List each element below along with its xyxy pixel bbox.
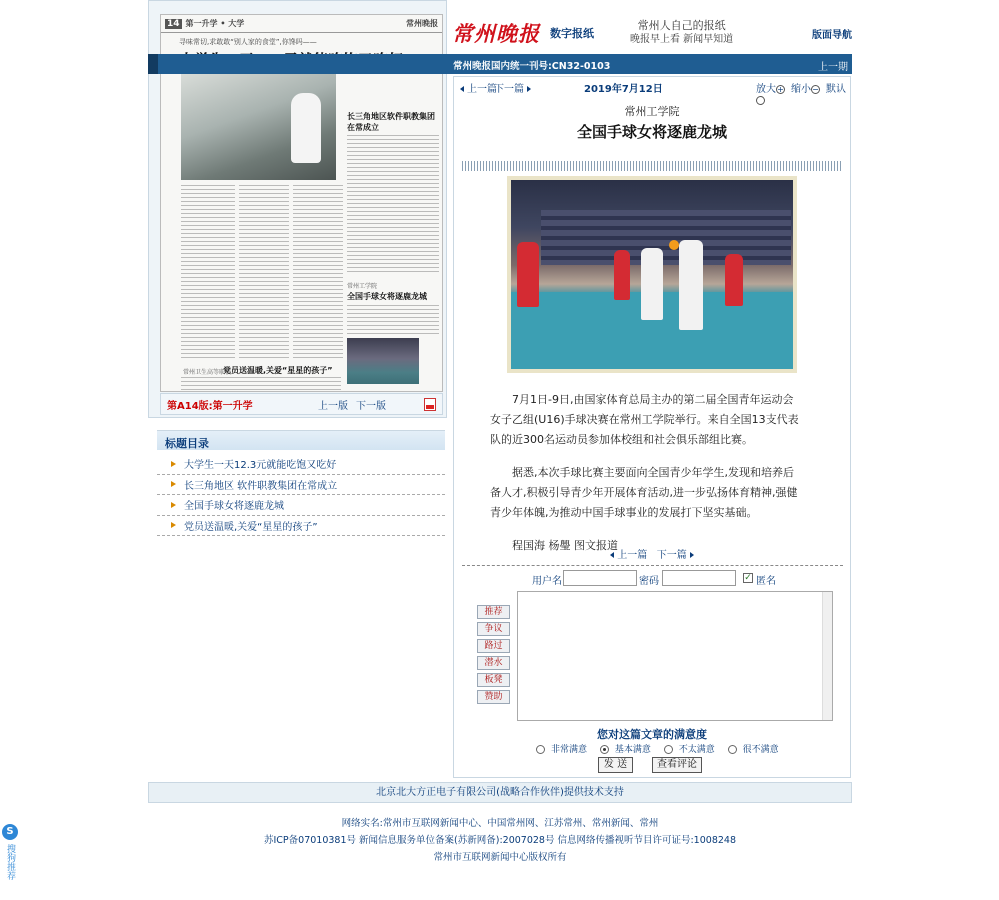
arrow-right-icon <box>171 461 176 467</box>
option-label: 不太满意 <box>678 745 715 755</box>
dispute-button[interactable]: 争议 <box>477 622 510 636</box>
option-very-satisfied[interactable] <box>536 742 587 755</box>
password-label: 密码 <box>639 576 659 587</box>
page-number: 14 <box>167 18 180 29</box>
page-navigation <box>160 393 443 415</box>
player-white <box>641 248 663 320</box>
page-section: 第一升学 • 大学 <box>185 19 245 28</box>
pass-by-button[interactable]: 路过 <box>477 639 510 653</box>
toc-list <box>157 454 445 536</box>
zoom-out-link[interactable]: 缩小 <box>791 84 811 95</box>
player-red <box>614 250 630 300</box>
article-pager <box>453 546 851 561</box>
lurk-button[interactable]: 潜水 <box>477 656 510 670</box>
sponsor-button[interactable]: 赞助 <box>477 690 510 704</box>
divider <box>462 565 843 566</box>
option-basically-satisfied[interactable] <box>600 742 651 755</box>
thumb-sub-title[interactable]: 全国手球女将逐鹿龙城 <box>347 292 427 301</box>
thumb-sub-kicker: 常州工学院 <box>347 283 378 290</box>
article-photo <box>507 176 797 373</box>
toc-item[interactable] <box>157 516 445 537</box>
thumb-text-column <box>347 135 439 275</box>
prev-article-link[interactable] <box>460 80 497 95</box>
reaction-buttons <box>477 605 511 707</box>
article-byline: 程国海 杨璺 图文报道 <box>512 539 618 552</box>
layout-nav-link[interactable]: 版面导航 <box>812 29 852 41</box>
thumb-text-column <box>181 185 235 360</box>
toc-item[interactable] <box>157 495 445 516</box>
option-not-satisfied[interactable] <box>664 742 715 755</box>
handball <box>669 240 679 250</box>
prev-issue-link[interactable]: 上一期 <box>818 62 848 73</box>
issue-date: 2019年7月12日 <box>584 84 663 95</box>
pager-prev-link[interactable] <box>610 550 647 561</box>
radio-icon[interactable] <box>728 745 737 754</box>
thumb-text-column <box>181 377 341 391</box>
issue-number: 常州晚报国内统一刊号:CN32-0103 <box>453 61 611 72</box>
footer-line: 网络实名:常州市互联网新闻中心、中国常州网、江苏常州、常州新闻、常州 <box>341 818 659 829</box>
player-red <box>725 254 743 306</box>
prev-page-link[interactable]: 上一版 <box>318 400 348 412</box>
edition-label[interactable]: 第A14版:第一升学 <box>167 400 253 412</box>
prev-article-label: 上一篇 <box>467 84 497 95</box>
thumb-kicker: 寻味常切,求敢敢“别人家的食堂”,你馋吗—— <box>179 38 317 46</box>
toc-item-label: 全国手球女将逐鹿龙城 <box>184 501 284 513</box>
digital-edition-label: 数字报纸 <box>550 27 594 40</box>
toc-item[interactable] <box>157 454 445 475</box>
slogan-line-1: 常州人自己的报纸 <box>637 19 726 32</box>
article-kicker: 常州工学院 <box>624 105 680 118</box>
pager-next-label: 下一篇 <box>656 550 687 561</box>
footer-line: 常州市互联网新闻中心版权所有 <box>433 852 567 863</box>
slogan-line-2: 晚报早上看 新闻早知道 <box>630 34 734 45</box>
toc-item-label: 长三角地区 软件职教集团在常成立 <box>184 480 338 492</box>
triangle-right-icon <box>690 552 694 558</box>
option-very-unsatisfied[interactable] <box>728 742 779 755</box>
article-toolbar <box>460 80 846 94</box>
article-paragraph: 据悉,本次手球比赛主要面向全国青少年学生,发现和培养后备人才,积极引导青少年开展体育活动,进一步弘扬体育精神,强健青少年体魄,为推动中国手球事业的发展打下坚实基础。 <box>490 466 798 519</box>
comment-scrollbar[interactable] <box>822 592 832 720</box>
thumb-bottom-kicker: 常州卫生高等职校 <box>183 369 232 376</box>
thumb-bottom-title[interactable]: 党员送温暖,关爱“星星的孩子” <box>223 366 333 375</box>
option-label: 很不满意 <box>742 745 779 755</box>
pager-next-link[interactable] <box>657 550 694 561</box>
sogou-recommend-widget[interactable] <box>0 820 20 900</box>
arena-seats <box>541 210 791 265</box>
comment-login <box>453 570 851 588</box>
username-label: 用户名 <box>532 576 562 587</box>
article-paragraph: 7月1日-9日,由国家体育总局主办的第二届全国青年运动会女子乙组(U16)手球决赛在常州工学院举行。来自全国13支代表队的近300名运动员参加体校组和社会俱乐部组比赛。 <box>490 393 799 446</box>
site-logo[interactable]: 常州晚报 <box>452 21 540 46</box>
recommend-button[interactable]: 推荐 <box>477 605 510 619</box>
bar-cap <box>148 54 158 74</box>
article-title: 全国手球女将逐鹿龙城 <box>576 123 727 141</box>
radio-icon[interactable] <box>536 745 545 754</box>
triangle-left-icon <box>610 552 614 558</box>
thumb-side-title[interactable]: 长三角地区软件职教集团在常成立 <box>347 112 435 132</box>
newspaper-logo: 常州晚报 <box>406 18 438 28</box>
slogan <box>630 19 733 47</box>
next-article-link[interactable] <box>494 80 531 95</box>
sogou-icon[interactable]: S <box>2 824 18 840</box>
username-input[interactable] <box>563 570 637 586</box>
satisfaction-options <box>536 742 836 755</box>
triangle-left-icon <box>460 86 464 92</box>
pdf-icon[interactable] <box>424 398 436 411</box>
arrow-right-icon <box>171 481 176 487</box>
view-comments-button[interactable]: 查看评论 <box>652 757 702 773</box>
radio-icon[interactable] <box>664 745 673 754</box>
option-label: 基本满意 <box>614 745 651 755</box>
sogou-recommend-text[interactable]: 搜狗推荐 <box>5 844 15 880</box>
option-label: 非常满意 <box>551 745 588 755</box>
toc-title: 标题目录 <box>157 430 445 450</box>
player-white <box>679 240 703 330</box>
zoom-in-link[interactable]: 放大 <box>756 84 776 95</box>
next-article-label: 下一篇 <box>494 84 524 95</box>
pager-prev-label: 上一篇 <box>617 550 648 561</box>
send-button[interactable]: 发 送 <box>598 757 633 773</box>
thumb-photo-handball <box>347 338 419 384</box>
anonymous-checkbox[interactable]: ✓ <box>744 573 752 583</box>
site-footer <box>148 815 852 866</box>
password-input[interactable] <box>662 570 736 586</box>
next-page-link[interactable]: 下一版 <box>356 400 386 412</box>
zoom-in-icon[interactable]: + <box>777 84 784 94</box>
footer-line: 苏ICP备07010381号 新闻信息服务单位备案(苏新网备):2007028号 信息网络传播视听节目许可证号:1008248 <box>264 835 736 846</box>
player-red <box>517 242 539 307</box>
zoom-out-icon[interactable]: − <box>812 84 819 94</box>
radio-checked-icon[interactable] <box>600 745 609 754</box>
arrow-right-icon <box>171 522 176 528</box>
thumb-text-column <box>293 185 343 360</box>
brand-header <box>452 14 852 52</box>
survey-title: 您对这篇文章的满意度 <box>597 728 707 741</box>
issue-bar <box>148 54 852 74</box>
handball-scene <box>511 180 793 369</box>
triangle-right-icon <box>527 86 531 92</box>
bench-button[interactable]: 板凳 <box>477 673 510 687</box>
arrow-right-icon <box>171 502 176 508</box>
newspaper-header <box>161 15 442 33</box>
comment-textarea[interactable] <box>517 591 833 721</box>
article-body <box>490 390 800 569</box>
thumb-photo-cafeteria <box>181 73 336 180</box>
divider-hatch <box>462 161 843 171</box>
toc-item[interactable] <box>157 475 445 496</box>
tech-provider-bar: 北京北大方正电子有限公司(战略合作伙伴)提供技术支持 <box>148 782 852 803</box>
thumb-text-column <box>239 185 289 360</box>
toc-item-label: 大学生一天12.3元就能吃饱又吃好 <box>184 460 337 472</box>
thumb-text-column <box>347 305 439 335</box>
zoom-default-link[interactable]: 默认 <box>826 84 846 95</box>
anonymous-label: 匿名 <box>756 576 776 587</box>
toc-item-label: 党员送温暖,关爱“星星的孩子” <box>184 521 318 533</box>
